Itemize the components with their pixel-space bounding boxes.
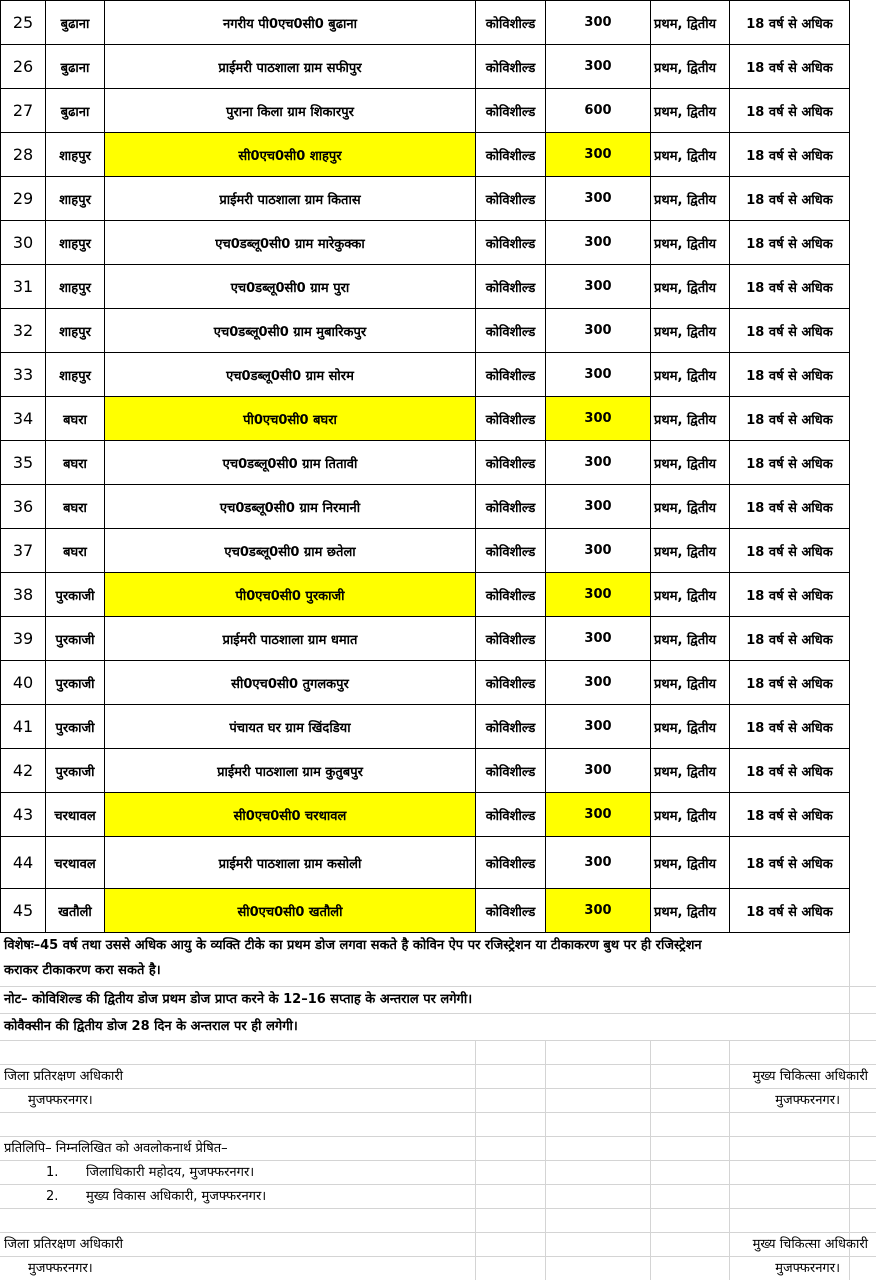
table-row [1, 889, 850, 933]
serial-number-cell: 42 [1, 749, 46, 793]
table-row [1, 177, 850, 221]
copy-item-number: 2. [46, 1189, 59, 1204]
block-cell: बघरा [46, 485, 105, 529]
vaccine-cell: कोविशील्ड [476, 661, 546, 705]
immunization-officer-title: जिला प्रतिरक्षण अधिकारी [4, 1069, 123, 1084]
dose-count-cell: 300 [546, 265, 651, 309]
serial-number-cell: 37 [1, 529, 46, 573]
site-name-cell: एच0डब्लू0सी0 ग्राम पुरा [105, 265, 476, 309]
age-group-cell: 18 वर्ष से अधिक [730, 837, 850, 889]
dose-count-cell: 300 [546, 793, 651, 837]
age-group-cell: 18 वर्ष से अधिक [730, 177, 850, 221]
covaxin-note: कोवैक्सीन की द्वितीय डोज 28 दिन के अन्तराल पर ही लगेगी। [4, 1019, 298, 1034]
dose-type-cell: प्रथम, द्वितीय [651, 573, 730, 617]
table-row [1, 265, 850, 309]
dose-count-cell: 300 [546, 221, 651, 265]
block-cell: पुरकाजी [46, 617, 105, 661]
table-row [1, 485, 850, 529]
copy-item-number: 1. [46, 1165, 59, 1180]
vaccine-cell: कोविशील्ड [476, 133, 546, 177]
age-group-cell: 18 वर्ष से अधिक [730, 573, 850, 617]
vaccine-cell: कोविशील्ड [476, 749, 546, 793]
table-row [1, 221, 850, 265]
gridline [0, 986, 876, 987]
gridline [0, 1136, 876, 1137]
dose-type-cell: प्रथम, द्वितीय [651, 1, 730, 45]
site-name-cell: प्राईमरी पाठशाला ग्राम कितास [105, 177, 476, 221]
site-name-cell: सी0एच0सी0 खतौली [105, 889, 476, 933]
age-group-cell: 18 वर्ष से अधिक [730, 265, 850, 309]
table-row [1, 133, 850, 177]
dose-count-cell: 300 [546, 309, 651, 353]
dose-count-cell: 300 [546, 485, 651, 529]
dose-type-cell: प्रथम, द्वितीय [651, 441, 730, 485]
copy-heading: प्रतिलिपि– निम्नलिखित को अवलोकनार्थ प्रेषित– [4, 1141, 228, 1156]
dose-type-cell: प्रथम, द्वितीय [651, 309, 730, 353]
table-row [1, 749, 850, 793]
block-cell: शाहपुर [46, 133, 105, 177]
serial-number-cell: 27 [1, 89, 46, 133]
block-cell: बुढाना [46, 1, 105, 45]
table-body [1, 1, 850, 933]
dose-type-cell: प्रथम, द्वितीय [651, 793, 730, 837]
dose-type-cell: प्रथम, द्वितीय [651, 705, 730, 749]
dose-count-cell: 300 [546, 529, 651, 573]
dose-type-cell: प्रथम, द्वितीय [651, 45, 730, 89]
table-row [1, 793, 850, 837]
block-cell: शाहपुर [46, 177, 105, 221]
gridline [0, 1208, 876, 1209]
age-group-cell: 18 वर्ष से अधिक [730, 705, 850, 749]
age-group-cell: 18 वर्ष से अधिक [730, 89, 850, 133]
gridline [0, 1064, 876, 1065]
immunization-officer-title: जिला प्रतिरक्षण अधिकारी [4, 1237, 123, 1252]
vaccine-cell: कोविशील्ड [476, 705, 546, 749]
block-cell: शाहपुर [46, 309, 105, 353]
block-cell: बुढाना [46, 89, 105, 133]
table-row [1, 837, 850, 889]
site-name-cell: एच0डब्लू0सी0 ग्राम मारेकुक्का [105, 221, 476, 265]
block-cell: शाहपुर [46, 265, 105, 309]
block-cell: पुरकाजी [46, 749, 105, 793]
site-name-cell: प्राईमरी पाठशाला ग्राम सफीपुर [105, 45, 476, 89]
vaccine-cell: कोविशील्ड [476, 45, 546, 89]
table-row [1, 1, 850, 45]
age-group-cell: 18 वर्ष से अधिक [730, 441, 850, 485]
table-row [1, 617, 850, 661]
serial-number-cell: 31 [1, 265, 46, 309]
age-group-cell: 18 वर्ष से अधिक [730, 529, 850, 573]
table-row [1, 573, 850, 617]
dose-type-cell: प्रथम, द्वितीय [651, 397, 730, 441]
serial-number-cell: 41 [1, 705, 46, 749]
age-group-cell: 18 वर्ष से अधिक [730, 397, 850, 441]
age-group-cell: 18 वर्ष से अधिक [730, 749, 850, 793]
vaccine-cell: कोविशील्ड [476, 441, 546, 485]
site-name-cell: एच0डब्लू0सी0 ग्राम सोरम [105, 353, 476, 397]
site-name-cell: नगरीय पी0एच0सी0 बुढाना [105, 1, 476, 45]
age-group-cell: 18 वर्ष से अधिक [730, 485, 850, 529]
gridline [0, 1232, 876, 1233]
block-cell: बघरा [46, 441, 105, 485]
vaccine-cell: कोविशील्ड [476, 397, 546, 441]
age-group-cell: 18 वर्ष से अधिक [730, 309, 850, 353]
block-cell: खतौली [46, 889, 105, 933]
serial-number-cell: 33 [1, 353, 46, 397]
serial-number-cell: 26 [1, 45, 46, 89]
site-name-cell: एच0डब्लू0सी0 ग्राम निरमानी [105, 485, 476, 529]
block-cell: चरथावल [46, 837, 105, 889]
cmo-place: मुजफ्फरनगर। [775, 1261, 840, 1276]
site-name-cell: प्राईमरी पाठशाला ग्राम कुतुबपुर [105, 749, 476, 793]
serial-number-cell: 35 [1, 441, 46, 485]
dose-type-cell: प्रथम, द्वितीय [651, 749, 730, 793]
dose-type-cell: प्रथम, द्वितीय [651, 889, 730, 933]
dose-count-cell: 300 [546, 177, 651, 221]
immunization-officer-place: मुजफ्फरनगर। [28, 1261, 93, 1276]
dose-count-cell: 300 [546, 749, 651, 793]
gridline [0, 1112, 876, 1113]
age-group-cell: 18 वर्ष से अधिक [730, 1, 850, 45]
gridline [0, 1160, 876, 1161]
serial-number-cell: 36 [1, 485, 46, 529]
dose-count-cell: 600 [546, 89, 651, 133]
gridline [545, 1040, 546, 1280]
site-name-cell: सी0एच0सी0 शाहपुर [105, 133, 476, 177]
immunization-officer-place: मुजफ्फरनगर। [28, 1093, 93, 1108]
dose-count-cell: 300 [546, 837, 651, 889]
dose-type-cell: प्रथम, द्वितीय [651, 353, 730, 397]
site-name-cell: प्राईमरी पाठशाला ग्राम कसोली [105, 837, 476, 889]
site-name-cell: पंचायत घर ग्राम खिंदडिया [105, 705, 476, 749]
site-name-cell: एच0डब्लू0सी0 ग्राम मुबारिकपुर [105, 309, 476, 353]
table-row [1, 45, 850, 89]
copy-item-text: जिलाधिकारी महोदय, मुजफ्फरनगर। [86, 1165, 255, 1180]
dose-count-cell: 300 [546, 353, 651, 397]
serial-number-cell: 32 [1, 309, 46, 353]
block-cell: पुरकाजी [46, 661, 105, 705]
cmo-place: मुजफ्फरनगर। [775, 1093, 840, 1108]
serial-number-cell: 25 [1, 1, 46, 45]
table-row [1, 529, 850, 573]
special-note-line2: कराकर टीकाकरण करा सकते है। [4, 963, 161, 978]
vaccine-cell: कोविशील्ड [476, 309, 546, 353]
copy-item-text: मुख्य विकास अधिकारी, मुजफ्फरनगर। [86, 1189, 267, 1204]
vaccine-cell: कोविशील्ड [476, 617, 546, 661]
cmo-title: मुख्य चिकित्सा अधिकारी [752, 1237, 868, 1252]
site-name-cell: पी0एच0सी0 बघरा [105, 397, 476, 441]
age-group-cell: 18 वर्ष से अधिक [730, 793, 850, 837]
age-group-cell: 18 वर्ष से अधिक [730, 221, 850, 265]
vaccine-cell: कोविशील्ड [476, 889, 546, 933]
age-group-cell: 18 वर्ष से अधिक [730, 889, 850, 933]
vaccine-cell: कोविशील्ड [476, 837, 546, 889]
table-row [1, 705, 850, 749]
covishield-note: नोट– कोविशिल्ड की द्वितीय डोज प्रथम डोज प्राप्त करने के 12–16 सप्ताह के अन्तराल पर लगेगी। [4, 992, 473, 1007]
block-cell: बघरा [46, 397, 105, 441]
vaccine-cell: कोविशील्ड [476, 529, 546, 573]
dose-type-cell: प्रथम, द्वितीय [651, 661, 730, 705]
dose-type-cell: प्रथम, द्वितीय [651, 529, 730, 573]
dose-count-cell: 300 [546, 573, 651, 617]
age-group-cell: 18 वर्ष से अधिक [730, 353, 850, 397]
serial-number-cell: 28 [1, 133, 46, 177]
dose-count-cell: 300 [546, 889, 651, 933]
block-cell: पुरकाजी [46, 705, 105, 749]
dose-count-cell: 300 [546, 661, 651, 705]
vaccine-cell: कोविशील्ड [476, 221, 546, 265]
site-name-cell: सी0एच0सी0 चरथावल [105, 793, 476, 837]
gridline [0, 1184, 876, 1185]
vaccine-cell: कोविशील्ड [476, 793, 546, 837]
special-note-line1: विशेषः–45 वर्ष तथा उससे अधिक आयु के व्यक्ति टीके का प्रथम डोज लगवा सकते है कोविन ऐप पर रजिस्ट्रेशन या टीकाकरण बुथ पर ही रजिस्ट्रेशन [4, 938, 702, 953]
dose-count-cell: 300 [546, 705, 651, 749]
dose-type-cell: प्रथम, द्वितीय [651, 177, 730, 221]
vaccine-cell: कोविशील्ड [476, 485, 546, 529]
table-row [1, 661, 850, 705]
vaccine-cell: कोविशील्ड [476, 177, 546, 221]
dose-count-cell: 300 [546, 441, 651, 485]
dose-count-cell: 300 [546, 133, 651, 177]
dose-count-cell: 300 [546, 617, 651, 661]
age-group-cell: 18 वर्ष से अधिक [730, 617, 850, 661]
dose-count-cell: 300 [546, 45, 651, 89]
cmo-title: मुख्य चिकित्सा अधिकारी [752, 1069, 868, 1084]
gridline [0, 1256, 876, 1257]
site-name-cell: एच0डब्लू0सी0 ग्राम छतेला [105, 529, 476, 573]
table-row [1, 309, 850, 353]
site-name-cell: सी0एच0सी0 तुगलकपुर [105, 661, 476, 705]
block-cell: पुरकाजी [46, 573, 105, 617]
dose-type-cell: प्रथम, द्वितीय [651, 89, 730, 133]
site-name-cell: प्राईमरी पाठशाला ग्राम धमात [105, 617, 476, 661]
table-row [1, 397, 850, 441]
vaccine-cell: कोविशील्ड [476, 573, 546, 617]
gridline [650, 1040, 651, 1280]
serial-number-cell: 40 [1, 661, 46, 705]
block-cell: चरथावल [46, 793, 105, 837]
serial-number-cell: 34 [1, 397, 46, 441]
serial-number-cell: 38 [1, 573, 46, 617]
table-row [1, 89, 850, 133]
serial-number-cell: 29 [1, 177, 46, 221]
table-row [1, 441, 850, 485]
vaccine-cell: कोविशील्ड [476, 265, 546, 309]
site-name-cell: पी0एच0सी0 पुरकाजी [105, 573, 476, 617]
serial-number-cell: 43 [1, 793, 46, 837]
dose-count-cell: 300 [546, 1, 651, 45]
gridline [475, 1040, 476, 1280]
gridline [0, 1088, 876, 1089]
block-cell: शाहपुर [46, 353, 105, 397]
gridline [729, 1040, 730, 1280]
age-group-cell: 18 वर्ष से अधिक [730, 45, 850, 89]
dose-type-cell: प्रथम, द्वितीय [651, 837, 730, 889]
gridline [0, 1013, 876, 1014]
block-cell: शाहपुर [46, 221, 105, 265]
age-group-cell: 18 वर्ष से अधिक [730, 133, 850, 177]
block-cell: बुढाना [46, 45, 105, 89]
serial-number-cell: 44 [1, 837, 46, 889]
serial-number-cell: 45 [1, 889, 46, 933]
dose-type-cell: प्रथम, द्वितीय [651, 485, 730, 529]
dose-type-cell: प्रथम, द्वितीय [651, 617, 730, 661]
serial-number-cell: 30 [1, 221, 46, 265]
dose-count-cell: 300 [546, 397, 651, 441]
dose-type-cell: प्रथम, द्वितीय [651, 221, 730, 265]
dose-type-cell: प्रथम, द्वितीय [651, 133, 730, 177]
dose-type-cell: प्रथम, द्वितीय [651, 265, 730, 309]
table-row [1, 353, 850, 397]
vaccine-cell: कोविशील्ड [476, 89, 546, 133]
vaccine-cell: कोविशील्ड [476, 1, 546, 45]
age-group-cell: 18 वर्ष से अधिक [730, 661, 850, 705]
site-name-cell: पुराना किला ग्राम शिकारपुर [105, 89, 476, 133]
serial-number-cell: 39 [1, 617, 46, 661]
gridline [0, 1040, 876, 1041]
block-cell: बघरा [46, 529, 105, 573]
site-name-cell: एच0डब्लू0सी0 ग्राम तितावी [105, 441, 476, 485]
vaccine-cell: कोविशील्ड [476, 353, 546, 397]
